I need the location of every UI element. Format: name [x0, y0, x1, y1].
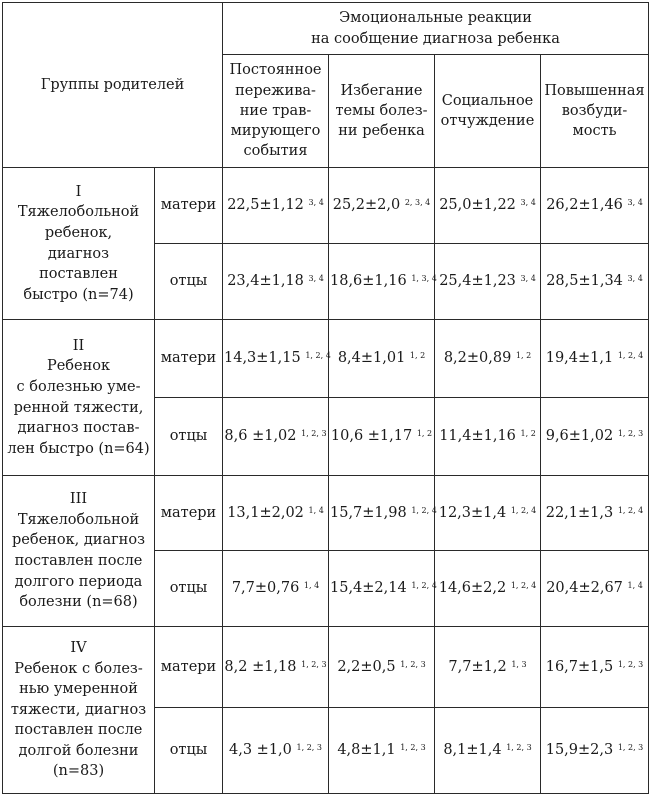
significance-superscript: 1, 2, 3 — [400, 659, 426, 669]
column-header-line: мирующего — [230, 123, 321, 140]
value-cell — [541, 476, 649, 551]
group-label-line: диагноз постав- — [17, 420, 140, 437]
value-mean: 2,2±0,5 — [337, 658, 396, 675]
value-mean: 9,6±1,02 — [545, 428, 614, 445]
significance-superscript: 3, 4 — [627, 198, 643, 208]
significance-superscript: 1, 3, 4 — [411, 274, 437, 284]
group-label-line: поставлен после — [14, 553, 143, 569]
value-text — [331, 428, 432, 444]
value-text — [337, 659, 425, 675]
value-cell — [541, 627, 649, 708]
significance-superscript: 1, 2, 4 — [617, 505, 644, 515]
group-label-line: ренной тяжести, — [13, 399, 144, 416]
group-label-line: нью умеренной — [19, 681, 138, 698]
value-mean: 11,4±1,16 — [439, 428, 516, 445]
value-cell — [329, 320, 435, 398]
column-header-line: Повышенная — [544, 82, 645, 99]
table-row — [3, 476, 649, 551]
group-label-line: I — [75, 183, 82, 200]
value-mean: 15,9±2,3 — [545, 742, 614, 759]
value-text — [232, 580, 319, 596]
value-cell — [435, 476, 541, 551]
table-row — [3, 320, 649, 398]
significance-superscript: 1, 4 — [627, 581, 643, 591]
parent-cell: матери — [155, 320, 223, 398]
significance-superscript: 1, 2, 4 — [305, 351, 331, 361]
value-text — [444, 350, 531, 366]
value-text — [224, 428, 326, 444]
value-text — [546, 505, 644, 521]
group-cell — [3, 320, 155, 476]
value-mean: 16,7±1,5 — [545, 658, 614, 675]
value-text — [337, 742, 425, 758]
value-text — [546, 659, 644, 675]
value-text — [330, 505, 437, 521]
value-mean: 19,4±1,1 — [545, 350, 614, 367]
group-cell — [3, 627, 155, 794]
value-cell — [435, 551, 541, 627]
table-row — [3, 168, 649, 244]
significance-superscript: 1, 2 — [520, 429, 536, 439]
value-cell — [435, 244, 541, 320]
value-cell — [329, 398, 435, 476]
reactions-header — [223, 3, 649, 55]
group-label-line: поставлен — [39, 266, 118, 283]
value-text — [330, 273, 437, 289]
column-header — [541, 55, 649, 168]
significance-superscript: 1, 2, 3 — [296, 743, 322, 753]
value-cell — [223, 627, 329, 708]
value-mean: 13,1±2,02 — [227, 504, 304, 521]
value-text — [439, 273, 536, 289]
significance-superscript: 1, 2, 4 — [510, 505, 537, 515]
column-header-line: Социальное — [441, 92, 534, 109]
significance-superscript: 1, 2, 3 — [617, 429, 644, 439]
column-header-line: возбуди- — [561, 102, 628, 119]
column-header — [329, 55, 435, 168]
value-mean: 25,4±1,23 — [439, 273, 516, 290]
value-mean: 8,2±0,89 — [443, 350, 512, 367]
significance-superscript: 1, 2, 3 — [617, 659, 644, 669]
value-mean: 7,7±1,2 — [448, 658, 507, 675]
value-cell — [329, 244, 435, 320]
value-text — [448, 659, 526, 675]
column-header-line: пережива- — [235, 82, 316, 99]
value-text — [338, 350, 425, 366]
value-cell — [541, 320, 649, 398]
reactions-header-line: на сообщение диагноза ребенка — [311, 30, 560, 47]
group-label-line: ребенок, — [44, 224, 113, 241]
value-cell — [435, 398, 541, 476]
significance-superscript: 1, 2, 3 — [617, 743, 644, 753]
value-cell — [223, 320, 329, 398]
group-cell — [3, 476, 155, 627]
value-cell — [223, 168, 329, 244]
group-label-line: долгого периода — [14, 573, 143, 590]
value-cell — [223, 476, 329, 551]
value-text — [227, 505, 324, 521]
column-header — [435, 55, 541, 168]
column-header-line: ние трав- — [239, 102, 312, 119]
value-mean: 22,1±1,3 — [545, 504, 614, 521]
parent-cell: отцы — [155, 244, 223, 320]
value-text — [546, 742, 644, 758]
value-cell — [329, 708, 435, 794]
value-mean: 23,4±1,18 — [227, 273, 304, 290]
value-cell — [223, 551, 329, 627]
significance-superscript: 1, 4 — [303, 581, 320, 591]
value-mean: 12,3±1,4 — [438, 504, 507, 521]
value-cell — [541, 551, 649, 627]
significance-superscript: 3, 4 — [308, 198, 324, 208]
parent-cell: отцы — [155, 398, 223, 476]
value-text — [227, 273, 324, 289]
value-text — [439, 197, 536, 213]
significance-superscript: 3, 4 — [627, 274, 643, 284]
group-cell — [3, 168, 155, 320]
significance-superscript: 1, 2, 4 — [411, 581, 437, 591]
value-cell — [223, 708, 329, 794]
value-mean: 8,6 ±1,02 — [224, 428, 297, 445]
value-mean: 15,7±1,98 — [330, 504, 407, 521]
significance-superscript: 1, 2 — [416, 429, 433, 439]
significance-superscript: 3, 4 — [308, 274, 324, 284]
reactions-header-line: Эмоциональные реакции — [339, 10, 532, 27]
group-label-line: Тяжелобольной — [17, 204, 140, 221]
value-mean: 28,5±1,34 — [546, 273, 623, 290]
value-cell — [329, 476, 435, 551]
value-text — [439, 580, 537, 596]
value-cell — [329, 627, 435, 708]
significance-superscript: 1, 2, 4 — [617, 351, 644, 361]
value-mean: 25,2±2,0 — [332, 197, 401, 214]
significance-superscript: 1, 2 — [515, 351, 532, 361]
value-cell — [435, 168, 541, 244]
value-text — [546, 428, 644, 444]
column-header-line: Постоянное — [229, 62, 322, 79]
significance-superscript: 2, 3, 4 — [404, 198, 431, 208]
group-label-line: Ребенок — [46, 358, 111, 375]
column-header-line: ни ребенка — [338, 123, 425, 140]
significance-superscript: 1, 4 — [308, 505, 324, 515]
value-mean: 4,3 ±1,0 — [229, 742, 292, 759]
value-text — [443, 742, 531, 758]
value-cell — [541, 398, 649, 476]
value-cell — [541, 168, 649, 244]
group-label-line: II — [72, 337, 85, 354]
column-header-line: Избегание — [340, 82, 423, 99]
value-mean: 14,6±2,2 — [438, 580, 507, 597]
value-cell — [223, 398, 329, 476]
value-mean: 10,6 ±1,17 — [330, 428, 413, 445]
significance-superscript: 1, 2, 3 — [400, 743, 426, 753]
significance-superscript: 1, 2, 4 — [510, 581, 537, 591]
group-label-line: Ребенок с болез- — [14, 660, 143, 677]
column-header-line: отчуждение — [440, 113, 535, 129]
value-mean: 26,2±1,46 — [546, 197, 623, 214]
value-text — [546, 580, 643, 596]
group-label-line: болезни (n=68) — [19, 594, 138, 611]
significance-superscript: 1, 2, 3 — [301, 429, 327, 439]
group-label-line: быстро (n=74) — [23, 286, 134, 303]
value-text — [546, 197, 643, 213]
parent-cell: отцы — [155, 708, 223, 794]
value-mean: 8,4±1,01 — [337, 350, 406, 367]
significance-superscript: 1, 3 — [511, 659, 527, 669]
value-text — [229, 742, 322, 758]
parent-cell: матери — [155, 168, 223, 244]
data-table — [2, 2, 649, 794]
significance-superscript: 1, 2 — [409, 351, 426, 361]
value-cell — [435, 708, 541, 794]
column-header — [223, 55, 329, 168]
column-header-line: события — [243, 143, 308, 160]
value-cell — [541, 244, 649, 320]
value-text — [227, 197, 324, 213]
group-label-line: ребенок, диагноз — [12, 532, 145, 549]
value-cell — [223, 244, 329, 320]
value-mean: 4,8±1,1 — [337, 742, 396, 759]
value-text — [546, 273, 643, 289]
parent-cell: матери — [155, 476, 223, 551]
value-mean: 15,4±2,14 — [330, 580, 407, 597]
value-text — [224, 659, 326, 675]
group-label-line: IV — [70, 639, 87, 656]
value-mean: 18,6±1,16 — [330, 273, 407, 290]
value-mean: 8,1±1,4 — [443, 742, 502, 759]
group-label-line: лен быстро (n=64) — [7, 440, 150, 457]
group-label-line: поставлен после — [14, 722, 143, 739]
value-mean: 25,0±1,22 — [439, 197, 516, 214]
table-row — [3, 627, 649, 708]
significance-superscript: 3, 4 — [520, 198, 536, 208]
group-label-line: диагноз — [47, 245, 110, 262]
value-mean: 14,3±1,15 — [224, 350, 301, 367]
group-label-line: долгой болезни — [18, 742, 139, 759]
group-label-line: с болезнью уме- — [16, 378, 141, 395]
value-text — [333, 197, 431, 213]
value-text — [330, 580, 437, 596]
parent-cell: матери — [155, 627, 223, 708]
value-cell — [435, 627, 541, 708]
value-text — [546, 350, 644, 366]
value-cell — [329, 551, 435, 627]
value-text — [439, 505, 537, 521]
group-label-line: (n=83) — [52, 763, 105, 780]
column-header-line: мость — [572, 123, 617, 140]
groups-header: Группы родителей — [3, 3, 223, 168]
significance-superscript: 1, 2, 3 — [506, 743, 532, 753]
group-label-line: Тяжелобольной — [17, 511, 140, 528]
value-cell — [541, 708, 649, 794]
significance-superscript: 1, 2, 3 — [301, 659, 327, 669]
value-text — [224, 350, 331, 366]
value-mean: 22,5±1,12 — [227, 197, 304, 214]
group-label-line: III — [69, 491, 88, 508]
value-cell — [329, 168, 435, 244]
significance-superscript: 3, 4 — [520, 274, 536, 284]
significance-superscript: 1, 2, 4 — [411, 505, 437, 515]
value-text — [439, 428, 536, 444]
value-cell — [435, 320, 541, 398]
column-header-line: темы болез- — [335, 102, 428, 119]
value-mean: 7,7±0,76 — [231, 580, 300, 597]
value-mean: 20,4±2,67 — [546, 580, 623, 597]
value-mean: 8,2 ±1,18 — [224, 658, 297, 675]
parent-cell: отцы — [155, 551, 223, 627]
group-label-line: тяжести, диагноз — [10, 701, 147, 718]
